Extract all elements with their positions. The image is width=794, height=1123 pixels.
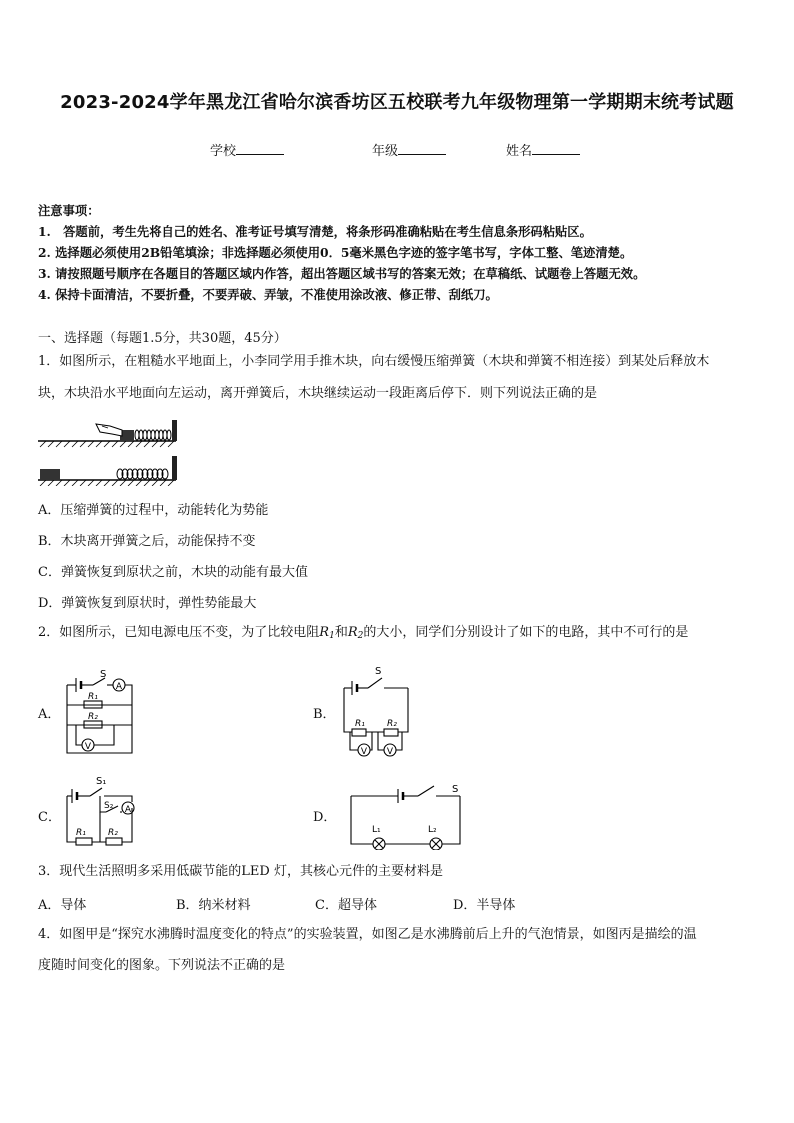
svg-text:R₂: R₂ xyxy=(88,712,98,722)
name-field[interactable] xyxy=(506,140,580,159)
question-2-stem: 2．如图所示，已知电源电压不变，为了比较电阻$R_1$和$R_2$的大小，同学们分别设计了如下的电路，其中不可行的是 xyxy=(38,625,689,641)
question-1-option-c[interactable]: C．弹簧恢复到原状之前，木块的动能有最大值 xyxy=(38,565,308,580)
circuit-b[interactable] xyxy=(338,660,418,764)
question-3-option-b[interactable]: B．纳米材料 xyxy=(176,898,251,913)
svg-text:S₂: S₂ xyxy=(104,801,114,811)
svg-text:R₁: R₁ xyxy=(76,828,86,838)
school-label: 学校 xyxy=(210,144,237,159)
svg-text:S: S xyxy=(100,669,107,680)
question-4-stem-line2: 度随时间变化的图象。下列说法不正确的是 xyxy=(38,958,286,973)
svg-text:A: A xyxy=(115,682,123,692)
figure-bottom xyxy=(38,456,177,486)
page-title: 2023-2024学年黑龙江省哈尔滨香坊区五校联考九年级物理第一学期期末统考试题 xyxy=(60,92,734,113)
figure-top xyxy=(38,420,177,447)
svg-text:A: A xyxy=(124,805,132,815)
section-heading: 一、选择题（每题1.5分，共30题，45分） xyxy=(38,331,287,346)
circuit-d[interactable] xyxy=(346,778,466,850)
question-3-option-c[interactable]: C．超导体 xyxy=(315,898,377,913)
question-3-stem: 3．现代生活照明多采用低碳节能的LED 灯，其核心元件的主要材料是 xyxy=(38,864,443,879)
question-2-option-d-label[interactable]: D． xyxy=(313,810,337,825)
name-label: 姓名 xyxy=(506,144,533,159)
circuit-a[interactable] xyxy=(62,665,142,757)
svg-text:R₁: R₁ xyxy=(88,692,98,702)
svg-text:R₂: R₂ xyxy=(108,828,118,838)
question-1-option-d[interactable]: D．弹簧恢复到原状时，弹性势能最大 xyxy=(38,596,257,611)
spring-block-figure xyxy=(36,414,186,486)
question-4-stem-line1: 4．如图甲是“探究水沸腾时温度变化的特点”的实验装置，如图乙是水沸腾前后上升的气泡情景，如图丙是描绘的温 xyxy=(38,927,697,942)
school-field[interactable] xyxy=(210,140,284,159)
grade-blank[interactable] xyxy=(398,142,446,155)
svg-text:S₁: S₁ xyxy=(96,776,107,787)
notice-heading: 注意事项： xyxy=(38,203,100,218)
notice-item: 2. 选择题必须使用2B铅笔填涂；非选择题必须使用0．5毫米黑色字迹的签字笔书写，字体工整、笔迹清楚。 xyxy=(38,245,633,260)
svg-text:V: V xyxy=(386,747,394,757)
svg-text:L₂: L₂ xyxy=(428,825,437,835)
question-1-option-b[interactable]: B．木块离开弹簧之后，动能保持不变 xyxy=(38,534,256,549)
question-2-option-b-label[interactable]: B． xyxy=(313,707,336,722)
question-1-option-a[interactable]: A．压缩弹簧的过程中，动能转化为势能 xyxy=(38,503,269,518)
r2-symbol: $R_2$ xyxy=(347,625,364,641)
question-3-option-a[interactable]: A．导体 xyxy=(38,898,87,913)
notice-item: 4. 保持卡面清洁，不要折叠，不要弄破、弄皱，不准使用涂改液、修正带、刮纸刀。 xyxy=(38,287,498,302)
question-2-option-c-label[interactable]: C． xyxy=(38,810,61,825)
svg-text:V: V xyxy=(84,742,92,752)
school-blank[interactable] xyxy=(236,142,284,155)
svg-text:L₁: L₁ xyxy=(372,825,381,835)
question-2-option-a-label[interactable]: A． xyxy=(38,707,61,722)
question-1-stem-line1: 1．如图所示，在粗糙水平地面上，小李同学用手推木块，向右缓慢压缩弹簧（木块和弹簧不相连接）到某处后释放木 xyxy=(38,354,710,369)
name-blank[interactable] xyxy=(532,142,580,155)
circuit-c[interactable] xyxy=(62,772,142,848)
svg-text:R₂: R₂ xyxy=(387,719,397,729)
svg-text:R₁: R₁ xyxy=(355,719,365,729)
svg-text:S: S xyxy=(375,666,382,677)
svg-text:V: V xyxy=(360,747,368,757)
question-3-option-d[interactable]: D．半导体 xyxy=(453,898,516,913)
r1-symbol: $R_1$ xyxy=(319,625,335,641)
notice-item: 1. 答题前，考生先将自己的姓名、准考证号填写清楚，将条形码准确粘贴在考生信息条形码粘贴区。 xyxy=(38,224,592,239)
question-1-stem-line2: 块，木块沿水平地面向左运动，离开弹簧后，木块继续运动一段距离后停下．则下列说法正确的是 xyxy=(38,386,598,401)
grade-field[interactable] xyxy=(372,140,446,159)
svg-text:S: S xyxy=(452,784,459,795)
notice-item: 3. 请按照题号顺序在各题目的答题区域内作答，超出答题区域书写的答案无效；在草稿纸、试题卷上答题无效。 xyxy=(38,266,646,281)
grade-label: 年级 xyxy=(372,144,399,159)
